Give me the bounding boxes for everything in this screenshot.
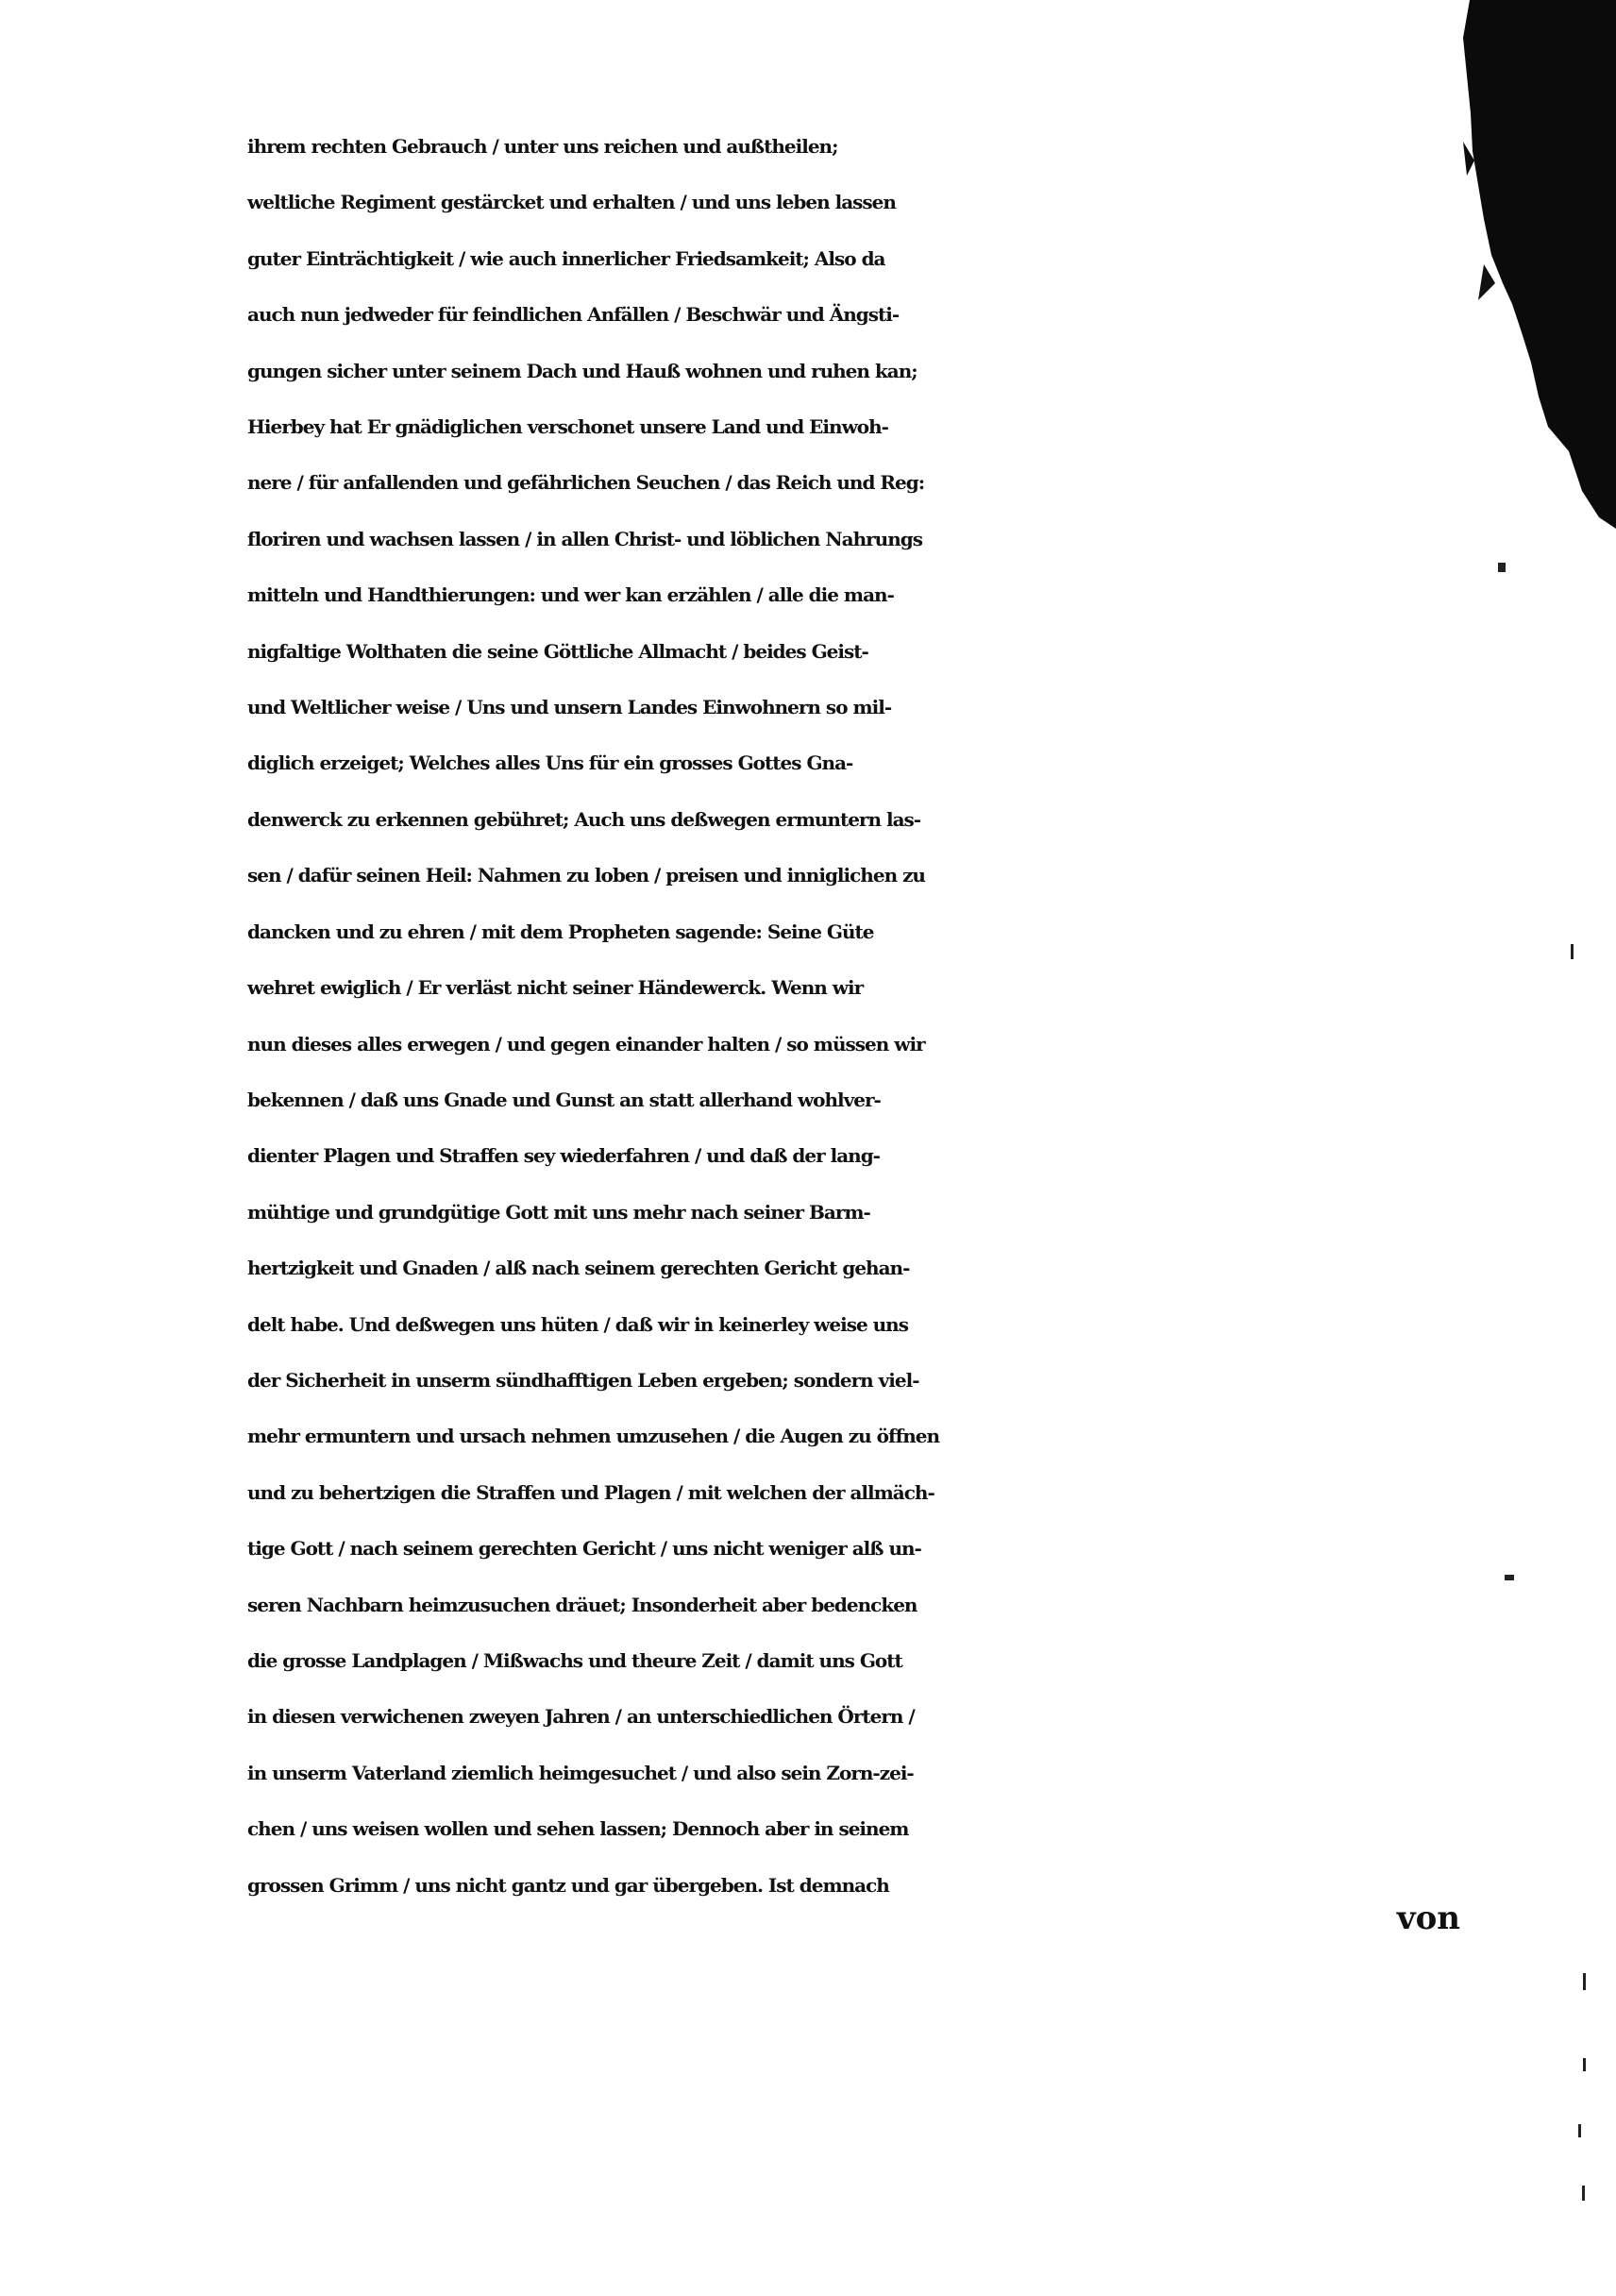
text-line: hertzigkeit und Gnaden / alß nach seinem gerechten Gericht gehan- bbox=[247, 1257, 910, 1280]
text-line: guter Einträchtigkeit / wie auch innerlicher Friedsamkeit; Also da bbox=[247, 246, 885, 270]
margin-speck bbox=[1583, 1973, 1586, 1990]
margin-speck bbox=[1578, 2124, 1581, 2137]
text-line: diglich erzeiget; Welches alles Uns für ein grosses Gottes Gna- bbox=[247, 751, 853, 775]
text-line: und Weltlicher weise / Uns und unsern Landes Einwohnern so mil- bbox=[247, 696, 892, 719]
margin-speck bbox=[1582, 2186, 1585, 2201]
text-line: delt habe. Und deßwegen uns hüten / daß wir in keinerley weise uns bbox=[247, 1312, 908, 1336]
margin-speck bbox=[1571, 944, 1574, 959]
text-line: und zu behertzigen die Straffen und Plagen / mit welchen der allmäch- bbox=[247, 1480, 934, 1504]
text-line: grossen Grimm / uns nicht gantz und gar übergeben. Ist demnach bbox=[247, 1873, 889, 1897]
text-line: bekennen / daß uns Gnade und Gunst an statt allerhand wohlver- bbox=[247, 1088, 881, 1111]
margin-speck bbox=[1505, 1575, 1514, 1580]
margin-speck bbox=[1583, 2058, 1586, 2071]
text-line: sen / dafür seinen Heil: Nahmen zu loben / preisen und inniglichen zu bbox=[247, 864, 925, 887]
text-line: auch nun jedweder für feindlichen Anfällen / Beschwär und Ängsti- bbox=[247, 303, 900, 327]
text-line: denwerck zu erkennen gebühret; Auch uns deßwegen ermuntern las- bbox=[247, 807, 921, 831]
text-line: ihrem rechten Gebrauch / unter uns reichen und außtheilen; bbox=[247, 135, 838, 158]
text-line: seren Nachbarn heimzusuchen dräuet; Insonderheit aber bedencken bbox=[247, 1593, 917, 1616]
text-line: nun dieses alles erwegen / und gegen einander halten / so müssen wir bbox=[247, 1032, 925, 1055]
text-line: Hierbey hat Er gnädiglichen verschonet unsere Land und Einwoh- bbox=[247, 415, 888, 439]
text-line: die grosse Landplagen / Mißwachs und theure Zeit / damit uns Gott bbox=[247, 1648, 902, 1672]
text-line: mehr ermuntern und ursach nehmen umzusehen / die Augen zu öffnen bbox=[247, 1425, 940, 1448]
margin-speck bbox=[1498, 563, 1506, 572]
text-line: mitteln und Handthierungen: und wer kan erzählen / alle die man- bbox=[247, 583, 894, 607]
text-line: tige Gott / nach seinem gerechten Gericht / uns nicht weniger alß un- bbox=[247, 1537, 921, 1561]
text-line: nere / für anfallenden und gefährlichen Seuchen / das Reich und Reg: bbox=[247, 471, 925, 495]
text-line: gungen sicher unter seinem Dach und Hauß wohnen und ruhen kan; bbox=[247, 359, 917, 382]
body-text bbox=[247, 119, 1474, 1914]
text-line: nigfaltige Wolthaten die seine Göttliche Allmacht / beides Geist- bbox=[247, 639, 868, 663]
text-line: in unserm Vaterland ziemlich heimgesuchet / und also sein Zorn-zei- bbox=[247, 1761, 914, 1784]
text-line: weltliche Regiment gestärcket und erhalten / und uns leben lassen bbox=[247, 191, 896, 214]
catchword: von bbox=[1396, 1899, 1460, 1937]
text-line: dienter Plagen und Straffen sey wiederfahren / und daß der lang- bbox=[247, 1144, 880, 1168]
text-line: dancken und zu ehren / mit dem Propheten sagende: Seine Güte bbox=[247, 920, 874, 943]
text-line: wehret ewiglich / Er verläst nicht seiner Händewerck. Wenn wir bbox=[247, 976, 864, 1000]
text-line: chen / uns weisen wollen und sehen lassen; Dennoch aber in seinem bbox=[247, 1817, 909, 1841]
text-line: mühtige und grundgütige Gott mit uns mehr nach seiner Barm- bbox=[247, 1200, 870, 1224]
text-line: floriren und wachsen lassen / in allen Christ- und löblichen Nahrungs bbox=[247, 527, 923, 550]
text-line: der Sicherheit in unserm sündhafftigen Leben ergeben; sondern viel- bbox=[247, 1368, 919, 1392]
text-line: in diesen verwichenen zweyen Jahren / an unterschiedlichen Örtern / bbox=[247, 1705, 915, 1729]
